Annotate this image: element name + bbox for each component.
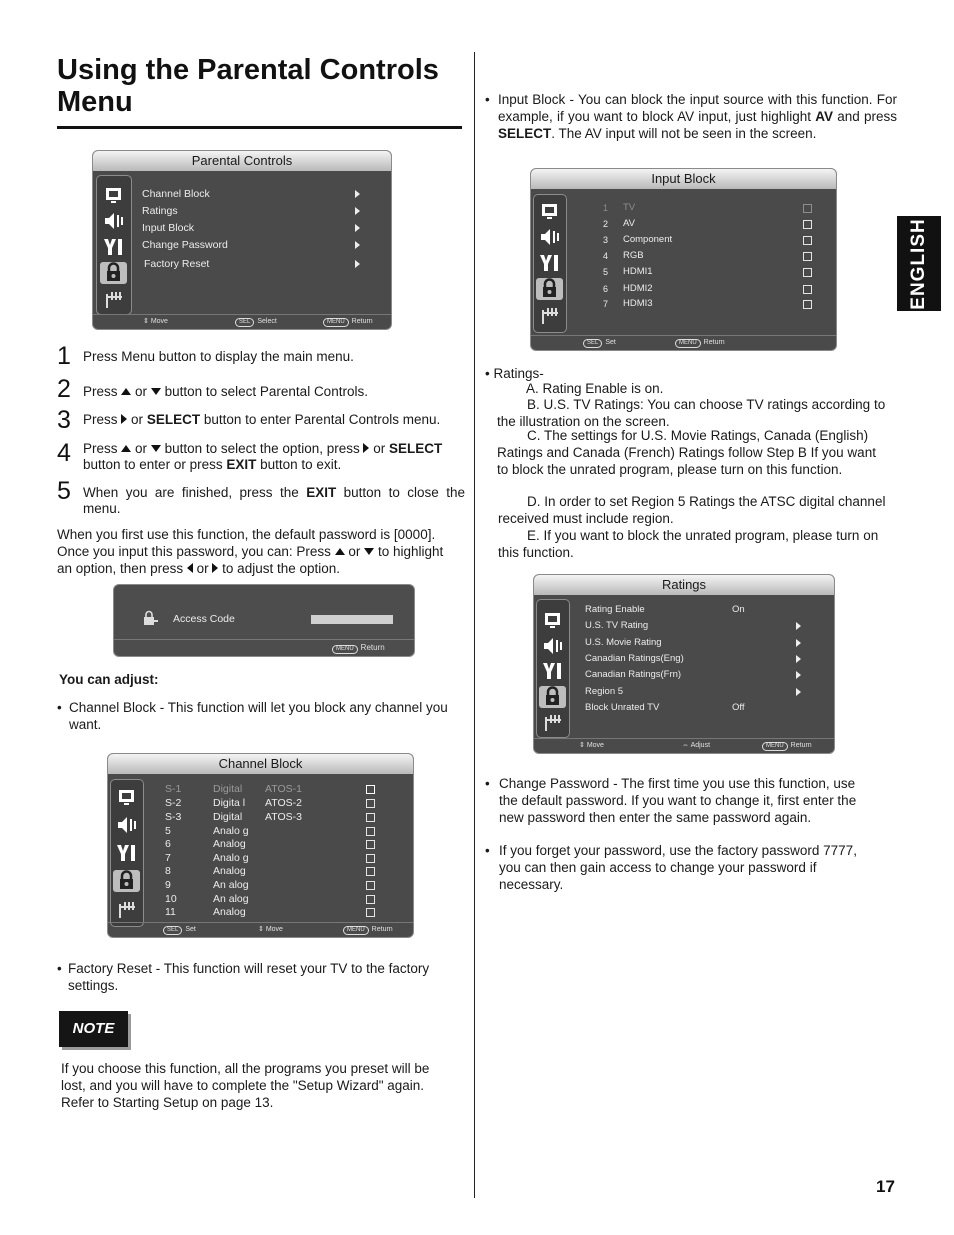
page-number: 17 [876, 1177, 895, 1196]
footer-set: SEL Set [163, 923, 196, 937]
block-checkbox[interactable] [366, 799, 375, 808]
footer-return: MENU Return [323, 315, 373, 329]
rating-label: Block Unrated TV [585, 702, 660, 713]
channel-type: Digita l [213, 797, 246, 809]
chevron-right-icon [796, 655, 801, 663]
ratings-item-d: D. In order to set Region 5 Ratings the ATSC digital channel received must include region. [498, 494, 886, 526]
screen-title: Channel Block [108, 754, 413, 774]
language-tab-label: ENGLISH [908, 217, 929, 310]
parental-lock-icon [100, 262, 127, 284]
audio-icon [100, 210, 127, 232]
block-checkbox[interactable] [803, 285, 812, 294]
block-checkbox[interactable] [803, 220, 812, 229]
step-text: Press or button to select the option, press or SELECT button to enter or press EXIT button to exit. [83, 441, 443, 472]
input-name: AV [623, 218, 635, 229]
channel-block-screen [107, 753, 414, 938]
input-number: 7 [603, 299, 609, 309]
list-item[interactable] [534, 652, 834, 666]
table-row[interactable] [108, 782, 413, 796]
list-item[interactable] [534, 603, 834, 617]
footer-set: SEL Set [583, 336, 616, 350]
footer-return: MENU Return [762, 739, 812, 753]
forget-password-bullet: • If you forget your password, use the factory password 7777, you can then gain access to change your password if necessary. [485, 843, 857, 892]
down-arrow-icon [151, 445, 161, 452]
channel-block-bullet: • Channel Block - This function will let you block any channel you want. [57, 700, 448, 732]
block-checkbox[interactable] [366, 785, 375, 794]
chevron-right-icon [796, 639, 801, 647]
table-row[interactable] [108, 892, 413, 906]
antenna-icon [100, 288, 127, 310]
parental-controls-screen [92, 150, 392, 330]
factory-reset-bullet: • Factory Reset - This function will reset your TV to the factory settings. [57, 961, 430, 993]
list-item[interactable] [534, 701, 834, 715]
list-item[interactable] [531, 217, 836, 231]
channel-number: 11 [165, 906, 176, 918]
table-row[interactable] [108, 796, 413, 810]
block-checkbox[interactable] [366, 895, 375, 904]
screen-title: Ratings [534, 575, 834, 595]
input-name: HDMI3 [623, 298, 653, 309]
list-item[interactable] [531, 201, 836, 215]
rating-label: U.S. TV Rating [585, 620, 649, 631]
ratings-item-b: B. U.S. TV Ratings: You can choose TV ratings according to the illustration on the screen. [497, 397, 886, 429]
list-item[interactable] [534, 668, 834, 682]
up-arrow-icon [121, 388, 131, 395]
up-arrow-icon [335, 548, 345, 555]
footer-return: MENU Return [343, 923, 393, 937]
ratings-item-c: C. The settings for U.S. Movie Ratings, Canada (English) Ratings and Canada (French) Ratings follow Step B If you want to block the unrated program, please turn on this function. [497, 428, 876, 477]
input-number: 1 [603, 203, 609, 213]
screen-footer [534, 738, 834, 753]
footer-return: MENU Return [675, 336, 725, 350]
chevron-right-icon [796, 622, 801, 630]
footer-move: ⇕ Move [258, 926, 283, 933]
note-label: NOTE [59, 1011, 128, 1047]
step-text: Press or button to select Parental Controls. [83, 384, 368, 399]
block-checkbox[interactable] [366, 854, 375, 863]
block-checkbox[interactable] [803, 204, 812, 213]
left-arrow-icon [187, 563, 193, 573]
channel-type: Digital [213, 811, 243, 823]
channel-number: 8 [165, 865, 171, 877]
chevron-right-icon [355, 190, 360, 198]
step-number: 4 [57, 439, 71, 467]
rating-label: Region 5 [585, 686, 624, 697]
block-checkbox[interactable] [803, 268, 812, 277]
block-checkbox[interactable] [366, 881, 375, 890]
step-text: When you are finished, press the EXIT button to close the menu. [83, 485, 465, 516]
input-block-bullet: • Input Block - You can block the input source with this function. For example, if you want to block AV input, just highlight AV and press SELECT. The AV input will not be seen in the screen. [485, 92, 897, 141]
block-checkbox[interactable] [366, 908, 375, 917]
input-name: Component [623, 234, 673, 245]
block-checkbox[interactable] [803, 300, 812, 309]
screen-title: Input Block [531, 169, 836, 189]
note-text: If you choose this function, all the programs you preset will be lost, and you will have to complete the "Setup Wizard" again. Refer to Starting Setup on page 13. [61, 1061, 430, 1110]
block-checkbox[interactable] [803, 236, 812, 245]
chevron-right-icon [355, 207, 360, 215]
channel-number: 7 [165, 852, 171, 864]
footer-adjust: ⇔ Adjust [682, 742, 711, 749]
channel-number: 9 [165, 879, 171, 891]
channel-name: ATOS-1 [265, 783, 302, 795]
footer-select: SEL Select [235, 315, 277, 329]
table-row[interactable] [108, 878, 413, 892]
block-checkbox[interactable] [366, 867, 375, 876]
chevron-right-icon [355, 224, 360, 232]
input-number: 2 [603, 219, 609, 229]
channel-type: An alog [213, 879, 249, 891]
input-number: 4 [603, 251, 609, 261]
screen-footer [531, 335, 836, 350]
input-name: RGB [623, 250, 644, 261]
input-number: 3 [603, 235, 609, 245]
rating-value: Off [732, 702, 745, 713]
down-arrow-icon [151, 388, 161, 395]
table-row[interactable] [108, 810, 413, 824]
channel-type: An alog [213, 893, 249, 905]
channel-type: Analo g [213, 852, 249, 864]
channel-type: Analog [213, 906, 246, 918]
input-name: TV [623, 202, 636, 213]
chevron-right-icon [355, 241, 360, 249]
list-item[interactable] [534, 685, 834, 699]
footer-move: ⇕ Move [143, 318, 168, 325]
step-number: 2 [57, 375, 71, 403]
channel-type: Digital [213, 783, 243, 795]
rating-label: Canadian Ratings(Frn) [585, 669, 682, 680]
ratings-heading: • Ratings- [485, 366, 544, 381]
channel-number: 10 [165, 893, 177, 905]
block-checkbox[interactable] [366, 840, 375, 849]
channel-number: 6 [165, 838, 171, 850]
list-item[interactable] [531, 265, 836, 279]
tv-icon [100, 184, 127, 206]
channel-number: S-1 [165, 783, 182, 795]
list-item[interactable] [531, 233, 836, 247]
table-row[interactable] [108, 851, 413, 865]
down-arrow-icon [364, 548, 374, 555]
rating-label: Rating Enable [585, 604, 645, 615]
access-code-label: Access Code [173, 613, 235, 625]
you-can-adjust-heading: You can adjust: [59, 672, 159, 687]
lock-icon [142, 610, 158, 626]
list-item[interactable] [534, 619, 834, 633]
channel-number: S-2 [165, 797, 182, 809]
footer-return: MENU Return [332, 640, 385, 656]
right-arrow-icon [212, 563, 218, 573]
password-paragraph: When you first use this function, the default password is [0000]. Once you input this password, you can: Press or to highlight an option, then press or to adjust the option. [57, 527, 444, 576]
table-row[interactable] [108, 824, 413, 838]
column-divider [474, 52, 475, 1198]
rating-label: Canadian Ratings(Eng) [585, 653, 684, 664]
chevron-right-icon [355, 260, 360, 268]
ratings-item-e: E. If you want to block the unrated program, please turn on this function. [498, 528, 879, 560]
channel-name: ATOS-2 [265, 797, 302, 809]
right-arrow-icon [363, 443, 369, 453]
access-code-input[interactable] [311, 615, 393, 624]
right-arrow-icon [121, 414, 127, 424]
chevron-right-icon [796, 688, 801, 696]
list-item[interactable] [531, 249, 836, 263]
block-checkbox[interactable] [803, 252, 812, 261]
menu-item-input-block[interactable]: Input Block [142, 222, 194, 234]
rating-label: U.S. Movie Rating [585, 637, 662, 648]
channel-number: 5 [165, 825, 171, 837]
channel-name: ATOS-3 [265, 811, 302, 823]
input-name: HDMI1 [623, 266, 653, 277]
bullet: • [485, 776, 490, 791]
step-text: Press or SELECT button to enter Parental Controls menu. [83, 412, 441, 427]
channel-type: Analo g [213, 825, 249, 837]
screen-footer [108, 922, 413, 937]
language-tab [897, 216, 941, 311]
list-item[interactable] [531, 297, 836, 311]
rating-value: On [732, 604, 745, 615]
block-checkbox[interactable] [366, 813, 375, 822]
channel-number: S-3 [165, 811, 182, 823]
channel-type: Analog [213, 838, 246, 850]
up-arrow-icon [121, 445, 131, 452]
input-number: 5 [603, 267, 609, 277]
footer-move: ⇕ Move [579, 742, 604, 749]
input-number: 6 [603, 284, 609, 294]
input-name: HDMI2 [623, 283, 653, 294]
screen-title: Parental Controls [93, 151, 391, 171]
step-number: 5 [57, 477, 71, 505]
table-row[interactable] [108, 905, 413, 919]
setup-tools-icon [100, 236, 127, 258]
ratings-item-a: A. Rating Enable is on. [526, 381, 664, 396]
channel-type: Analog [213, 865, 246, 877]
list-item[interactable] [531, 282, 836, 296]
bullet: • [57, 961, 62, 976]
menu-item-factory-reset[interactable]: Factory Reset [144, 258, 210, 270]
step-number: 1 [57, 342, 71, 370]
table-row[interactable] [108, 864, 413, 878]
page-title: Using the Parental Controls Menu [57, 54, 439, 118]
table-row[interactable] [108, 837, 413, 851]
bullet: • [485, 92, 490, 107]
menu-item-change-password[interactable]: Change Password [142, 239, 228, 251]
bullet: • [57, 700, 62, 715]
input-block-screen [530, 168, 837, 351]
screen-footer [114, 639, 414, 656]
change-password-bullet: • Change Password - The first time you use this function, use the default password. If you want to change it, first enter the new password then enter the same password again. [485, 776, 857, 825]
step-number: 3 [57, 406, 71, 434]
step-text: Press Menu button to display the main menu. [83, 349, 354, 364]
title-rule [57, 126, 462, 129]
bullet: • [485, 843, 490, 858]
chevron-right-icon [796, 671, 801, 679]
ratings-screen [533, 574, 835, 754]
menu-icon-strip [96, 175, 132, 315]
block-checkbox[interactable] [366, 827, 375, 836]
menu-item-ratings[interactable]: Ratings [142, 205, 178, 217]
list-item[interactable] [534, 636, 834, 650]
menu-item-channel-block[interactable]: Channel Block [142, 188, 210, 200]
access-code-screen [113, 584, 415, 657]
screen-footer [93, 314, 391, 329]
